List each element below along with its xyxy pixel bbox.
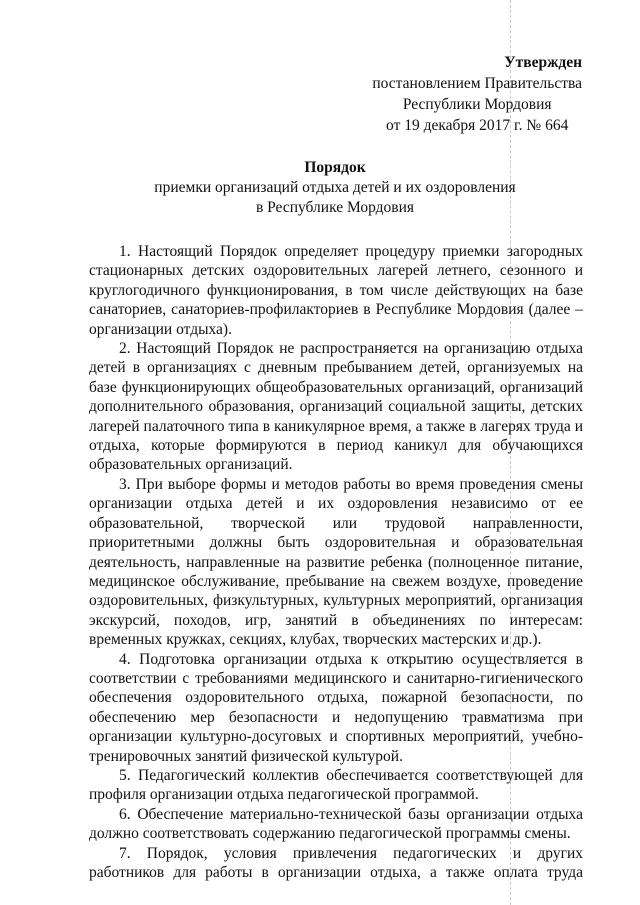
approval-stamp — [372, 52, 582, 136]
document-body — [89, 242, 583, 882]
document-title: Порядок — [304, 159, 366, 176]
paragraph-4: 4. Подготовка организации отдыха к открытию осуществляется в соответствии с требованиями медицинского и санитарно-гигиенического обеспечения оздоровительного отдыха, пожарной безопасности, по обеспечению мер безопасности и недопущению травматизма при организации культурно-досуговых и спортивных мероприятий, учебно-тренировочных занятий физической культурой. — [89, 650, 583, 765]
paragraph-2: 2. Настоящий Порядок не распространяется на организацию отдыха детей в организациях с дневным пребыванием детей, организуемых на базе функционирующих общеобразовательных организаций, организаций дополнительного образования, организаций социальной защиты, детских лагерей палаточного типа в каникулярное время, а также в лагерях труда и отдыха, которые формируются в период каникул для обучающихся образовательных организаций. — [89, 340, 583, 474]
approval-line-2: Республики Мордовия — [402, 96, 552, 113]
document-title-block — [90, 158, 580, 218]
paragraph-5: 5. Педагогический коллектив обеспечивается соответствующей для профиля организации отдыха педагогической программой. — [89, 766, 583, 804]
approval-line-3: от 19 декабря 2017 г. № 664 — [386, 117, 569, 134]
approval-line-1: постановлением Правительства — [372, 75, 582, 92]
document-subtitle-line-2: в Республике Мордовия — [255, 199, 415, 216]
paragraph-7: 7. Порядок, условия привлечения педагогических и других работников для работы в организации отдыха, а также оплата труда — [89, 844, 583, 881]
paragraph-3: 3. При выборе формы и методов работы во время проведения смены организации отдыха детей и их оздоровления независимо от ее образовательной, творческой или трудовой направленности, приоритетными должны быть оздоровительная и образовательная деятельность, направленные на развитие ребенка (полноценное питание, медицинское обслуживание, пребывание на свежем воздухе, проведение оздоровительных, физкультурных, культурных мероприятий, организация экскурсий, походов, игр, занятий в объединениях по интересам: временных кружках, секциях, клубах, творческих мастерских и др.). — [89, 475, 583, 649]
paragraph-6: 6. Обеспечение материально-технической базы организации отдыха должно соответствовать содержанию педагогической программы смены. — [89, 805, 583, 843]
approval-heading: Утвержден — [504, 54, 582, 71]
paragraph-1: 1. Настоящий Порядок определяет процедуру приемки загородных стационарных детских оздоровительных лагерей летнего, сезонного и круглогодичного функционирования, в том числе действующих на базе санаториев, санаториев-профилакториев в Республике Мордовия (далее – организации отдыха). — [89, 243, 583, 338]
document-subtitle-line-1: приемки организаций отдыха детей и их оздоровления — [154, 179, 516, 196]
